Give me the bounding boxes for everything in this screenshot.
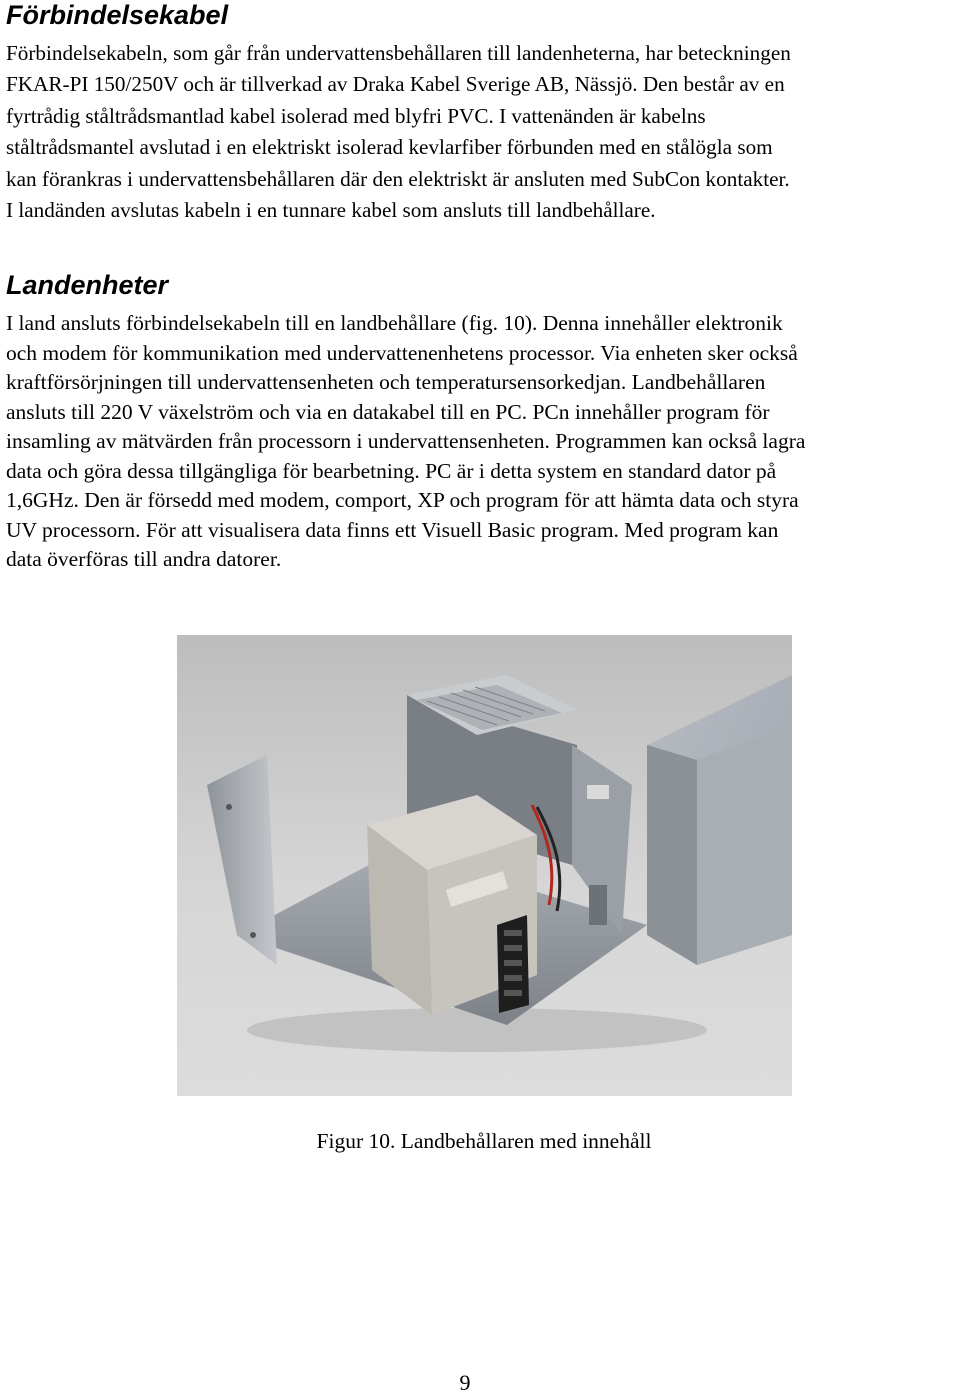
text-line: I landänden avslutas kabeln i en tunnare kabel som ansluts till landbehållare.: [6, 198, 656, 223]
paragraph-forbindelsekabel: [6, 38, 791, 226]
paragraph-landenheter: [6, 309, 805, 575]
text-line: I land ansluts förbindelsekabeln till en landbehållare (fig. 10). Denna innehåller elektronik: [6, 311, 783, 335]
text-line: ståltrådsmantel avslutad i en elektriskt isolerad kevlarfiber förbunden med en stålögla som: [6, 135, 773, 160]
section-heading-landenheter: Landenheter: [6, 270, 169, 300]
text-line: insamling av mätvärden från processorn i undervattensenheten. Programmen kan också lagra: [6, 429, 806, 453]
figure-photo-landbehallare: [177, 635, 792, 1096]
text-line: ansluts till 220 V växelström och via en datakabel till en PC. PCn innehåller program för: [6, 399, 770, 424]
figure-caption: Figur 10. Landbehållaren med innehåll: [316, 1129, 652, 1153]
text-line: och modem för kommunikation med undervattenenhetens processor. Via enheten sker också: [6, 340, 798, 365]
text-line: UV processorn. För att visualisera data finns ett Visuell Basic program. Med program kan: [6, 517, 779, 542]
text-line: Förbindelsekabeln, som går från undervattensbehållaren till landenheterna, har beteckningen: [6, 41, 791, 65]
text-line: FKAR-PI 150/250V och är tillverkad av Draka Kabel Sverige AB, Nässjö. Den består av en: [6, 72, 785, 97]
text-line: 1,6GHz. Den är försedd med modem, comport, XP och program för att hämta data och styra: [6, 488, 799, 512]
section-heading-forbindelsekabel: Förbindelsekabel: [6, 0, 229, 30]
text-line: fyrtrådig ståltrådsmantlad kabel isolerad med blyfri PVC. I vattenänden är kabelns: [6, 103, 706, 128]
text-line: kraftförsörjningen till undervattensenheten och temperatursensorkedjan. Landbehållaren: [6, 370, 766, 394]
text-line: kan förankras i undervattensbehållaren där den elektriskt är ansluten med SubCon kontakter.: [6, 166, 790, 191]
page-number: 9: [459, 1370, 471, 1395]
text-line: data överföras till andra datorer.: [6, 547, 282, 571]
text-line: data och göra dessa tillgängliga för bearbetning. PC är i detta system en standard dator på: [6, 458, 777, 483]
